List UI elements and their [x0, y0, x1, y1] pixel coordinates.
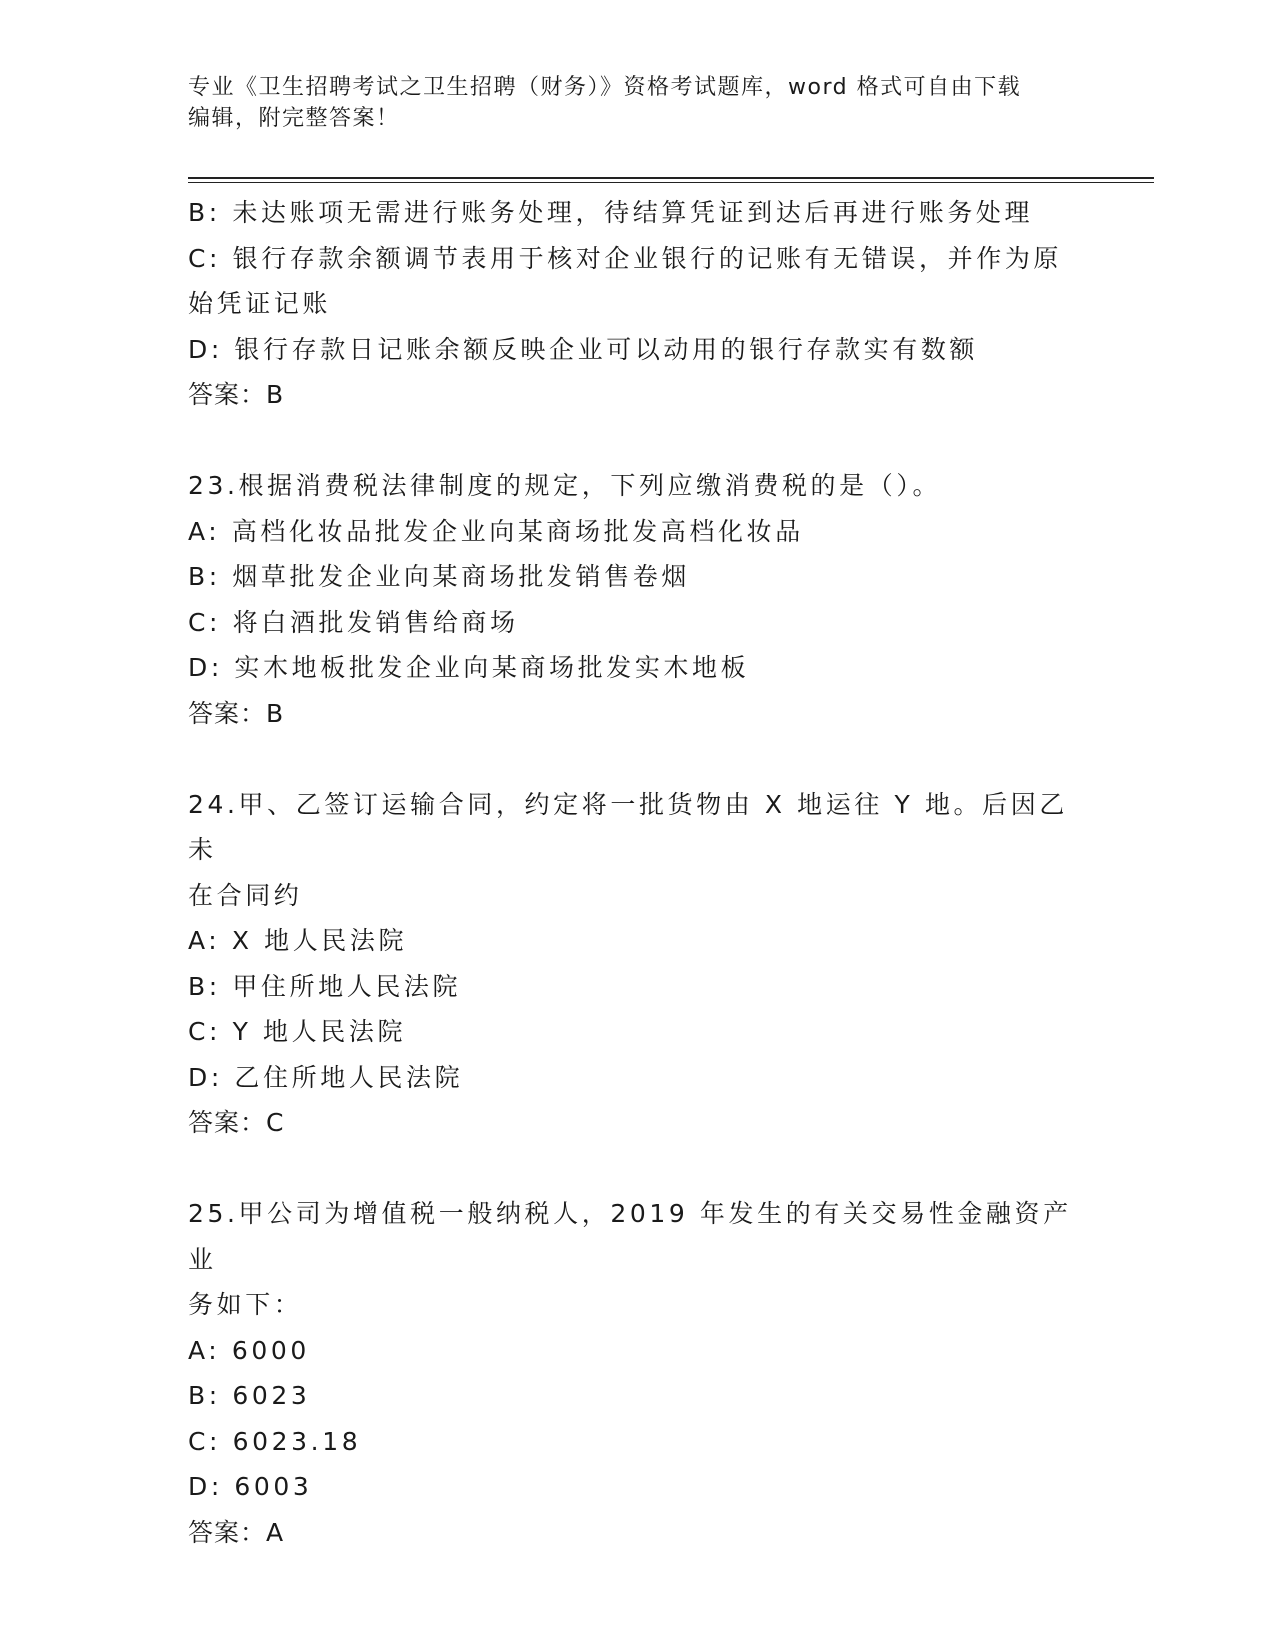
- answer-line: 答案：A: [188, 1517, 285, 1547]
- option-c: C: Y 地人民法院: [188, 1017, 407, 1046]
- header-rule-thin: [188, 182, 1154, 183]
- answer-line: 答案：B: [188, 380, 285, 409]
- document-content: [188, 190, 1088, 1555]
- option-d: D: 实木地板批发企业向某商场批发实木地板: [188, 653, 750, 682]
- option-a: A: 高档化妆品批发企业向某商场批发高档化妆品: [188, 516, 804, 546]
- question-stem-continued: 在合同约: [188, 880, 303, 910]
- question-25: [188, 1191, 1088, 1555]
- option-d: D: 乙住所地人民法院: [188, 1062, 464, 1092]
- question-24: [188, 782, 1088, 1146]
- question-stem-continued: 务如下：: [188, 1290, 303, 1319]
- question-22-continuation: [188, 190, 1088, 418]
- answer-line: 答案：C: [188, 1108, 285, 1137]
- header-line-1: 专业《卫生招聘考试之卫生招聘（财务）》资格考试题库，word 格式可自由下载: [188, 75, 1022, 100]
- option-b: B: 甲住所地人民法院: [188, 971, 462, 1001]
- option-d: D: 银行存款日记账余额反映企业可以动用的银行存款实有数额: [188, 334, 979, 364]
- option-b: B: 6023: [188, 1381, 311, 1410]
- header-rule-thick: [188, 177, 1154, 179]
- question-stem: 23.根据消费税法律制度的规定，下列应缴消费税的是（）。: [188, 471, 942, 500]
- question-stem: 25.甲公司为增值税一般纳税人，2019 年发生的有关交易性金融资产业: [188, 1199, 1072, 1274]
- header-line-2: 编辑，附完整答案！: [188, 106, 400, 131]
- option-c: C: 银行存款余额调节表用于核对企业银行的记账有无错误，并作为原: [188, 243, 1063, 273]
- option-b: B: 未达账项无需进行账务处理，待结算凭证到达后再进行账务处理: [188, 198, 1034, 227]
- question-23: [188, 463, 1088, 736]
- document-header: [188, 72, 1088, 134]
- option-b: B: 烟草批发企业向某商场批发销售卷烟: [188, 562, 690, 591]
- option-a: A: 6000: [188, 1335, 310, 1365]
- option-d: D: 6003: [188, 1472, 313, 1501]
- option-c: C: 将白酒批发销售给商场: [188, 607, 519, 637]
- option-c: C: 6023.18: [188, 1426, 362, 1456]
- question-stem: 24.甲、乙签订运输合同，约定将一批货物由 X 地运往 Y 地。后因乙未: [188, 789, 1068, 864]
- answer-line: 答案：B: [188, 698, 285, 728]
- option-a: A: X 地人民法院: [188, 926, 408, 955]
- option-c-continued: 始凭证记账: [188, 289, 332, 318]
